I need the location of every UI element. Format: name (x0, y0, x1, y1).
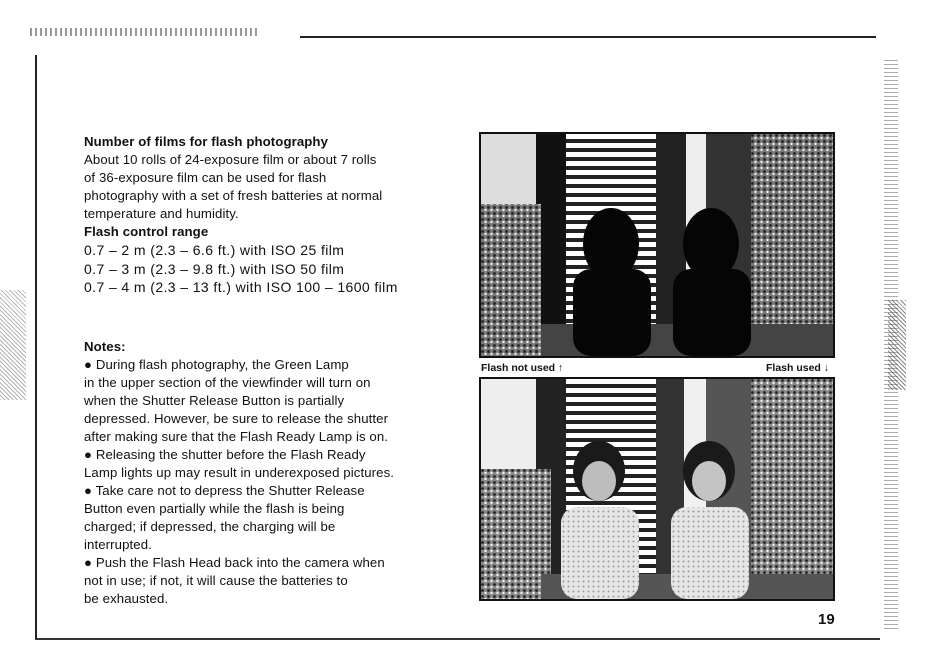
note-line-4: depressed. However, be sure to release the shutter (84, 410, 389, 426)
left-speckle (0, 290, 26, 400)
note-line-14: be exhausted. (84, 590, 169, 606)
top-rule (300, 36, 876, 38)
note-line-6: ● Releasing the shutter before the Flash Ready (84, 446, 366, 462)
note-line-1: ● During flash photography, the Green Lamp (84, 356, 349, 372)
heading-range: Flash control range (84, 224, 209, 239)
notes-heading: Notes: (84, 338, 126, 354)
range-line-1: 0.7 – 2 m (2.3 – 6.6 ft.) with ISO 25 film (84, 242, 345, 258)
note-line-8: ● Take care not to depress the Shutter Release (84, 482, 365, 498)
films-line-2: of 36-exposure film can be used for flash (84, 170, 327, 185)
caption-flash-not-used: Flash not used ↑ (481, 362, 564, 374)
note-line-11: interrupted. (84, 536, 152, 552)
scan-noise-top (30, 28, 260, 36)
films-line-4: temperature and humidity. (84, 206, 239, 221)
note-line-12: ● Push the Flash Head back into the camera when (84, 554, 385, 570)
note-line-3: when the Shutter Release Button is partially (84, 392, 345, 408)
photo-flash-not-used (479, 132, 835, 358)
note-line-10: charged; if depressed, the charging will be (84, 518, 336, 534)
left-edge-line (35, 55, 37, 640)
films-line-3: photography with a set of fresh batteries at normal (84, 188, 383, 203)
note-line-7: Lamp lights up may result in underexposed pictures. (84, 464, 395, 480)
heading-films: Number of films for flash photography (84, 134, 329, 149)
right-speckle (888, 300, 906, 390)
photo-flash-used (479, 377, 835, 601)
note-line-5: after making sure that the Flash Ready Lamp is on. (84, 428, 389, 444)
bottom-rule (35, 638, 880, 640)
films-line-1: About 10 rolls of 24-exposure film or about 7 rolls (84, 152, 377, 167)
range-line-3: 0.7 – 4 m (2.3 – 13 ft.) with ISO 100 – 1600 film (84, 279, 398, 295)
note-line-9: Button even partially while the flash is being (84, 500, 345, 516)
caption-flash-used: Flash used ↓ (766, 362, 830, 374)
text-column (84, 133, 459, 608)
page-number: 19 (818, 611, 835, 628)
range-line-2: 0.7 – 3 m (2.3 – 9.8 ft.) with ISO 50 film (84, 260, 345, 277)
note-line-2: in the upper section of the viewfinder will turn on (84, 374, 371, 390)
note-line-13: not in use; if not, it will cause the batteries to (84, 572, 348, 588)
